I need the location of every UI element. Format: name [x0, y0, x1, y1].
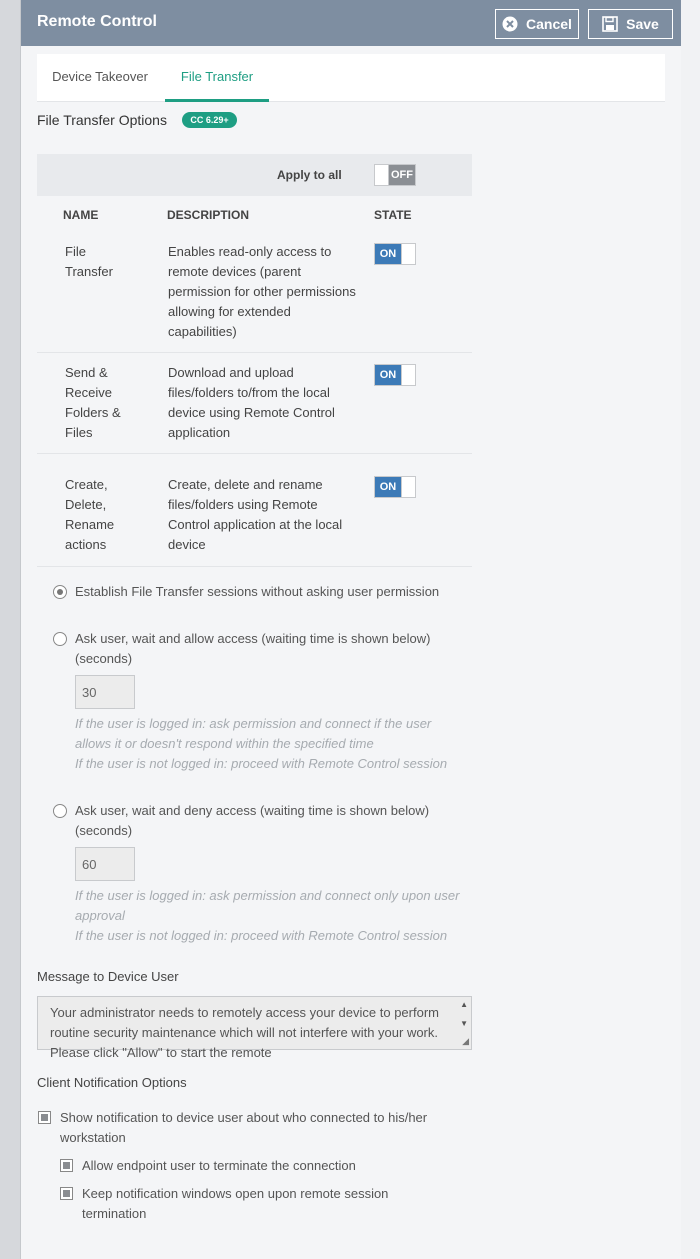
radio-button[interactable]: [53, 632, 67, 646]
tab-file-transfer[interactable]: File Transfer: [165, 54, 269, 102]
toggle-state-label: ON: [375, 365, 401, 385]
toggle-knob: [401, 365, 415, 385]
save-button[interactable]: [588, 9, 673, 39]
checkbox[interactable]: [60, 1187, 73, 1200]
table-header-row: [37, 196, 472, 232]
toggle-knob: [401, 477, 415, 497]
radio-label: Ask user, wait and deny access (waiting time is shown below) (seconds): [75, 803, 430, 838]
cancel-button-label: Cancel: [526, 16, 572, 32]
column-header-state: STATE: [374, 208, 412, 222]
floppy-disk-icon: [602, 16, 618, 32]
keep-open-option[interactable]: [60, 1184, 470, 1224]
deny-wait-seconds-input[interactable]: [75, 847, 135, 881]
background-strip-right: [681, 0, 700, 1259]
panel-title: Remote Control: [37, 13, 157, 30]
radio-button[interactable]: [53, 804, 67, 818]
checkbox-label: Keep notification windows open upon remote session termination: [82, 1186, 389, 1221]
deny-hint-not-logged-in: If the user is not logged in: proceed with Remote Control session: [75, 928, 448, 943]
panel-header: [21, 0, 681, 46]
send-receive-toggle[interactable]: [374, 364, 416, 386]
apply-to-all-toggle[interactable]: [374, 164, 416, 186]
save-button-label: Save: [626, 16, 659, 32]
remote-control-panel: [21, 0, 681, 1259]
create-delete-rename-toggle[interactable]: [374, 476, 416, 498]
version-badge: CC 6.29+: [182, 112, 237, 128]
close-circle-icon: [502, 16, 518, 32]
section-title: File Transfer Options: [37, 112, 167, 128]
permission-name: Create, Delete, Rename actions: [65, 477, 115, 552]
permission-description: Download and upload files/folders to/from the local device using Remote Control application: [168, 365, 335, 440]
cancel-button[interactable]: [495, 9, 579, 39]
toggle-state-label: ON: [375, 477, 401, 497]
allow-hint-logged-in: If the user is logged in: ask permission and connect if the user allows it or doesn't respond within the specified time: [75, 716, 432, 751]
radio-label: Ask user, wait and allow access (waiting time is shown below) (seconds): [75, 631, 431, 666]
message-label: Message to Device User: [37, 969, 179, 984]
column-header-description: DESCRIPTION: [167, 208, 250, 222]
tab-bar: [37, 54, 665, 102]
deny-hint-logged-in: If the user is logged in: ask permission and connect only upon user approval: [75, 888, 460, 923]
radio-button[interactable]: [53, 585, 67, 599]
toggle-knob: [375, 165, 389, 185]
scroll-up-arrow-icon[interactable]: ▲: [460, 1000, 468, 1009]
toggle-knob: [401, 244, 415, 264]
permission-description: Enables read-only access to remote devices (parent permission for other permissions allowing for extended capabilities): [168, 244, 356, 339]
message-textarea[interactable]: [37, 996, 472, 1060]
background-strip-left: [0, 0, 21, 1259]
checkbox[interactable]: [38, 1111, 51, 1124]
column-header-name: NAME: [63, 208, 99, 222]
checkbox-label: Show notification to device user about who connected to his/her workstation: [60, 1110, 428, 1145]
checkbox[interactable]: [60, 1159, 73, 1172]
permission-name: File Transfer: [65, 244, 113, 279]
message-text: Your administrator needs to remotely access your device to perform routine security maintenance which will not interfere with your work. Please click "Allow" to start the remote: [50, 1005, 439, 1060]
table-row: [37, 232, 472, 353]
checkbox-label: Allow endpoint user to terminate the connection: [82, 1158, 356, 1173]
allow-hint-not-logged-in: If the user is not logged in: proceed with Remote Control session: [75, 756, 448, 771]
apply-to-all-row: [37, 154, 472, 196]
toggle-state-label: ON: [375, 244, 401, 264]
permission-description: Create, delete and rename files/folders using Remote Control application at the local device: [168, 477, 343, 552]
file-transfer-toggle[interactable]: [374, 243, 416, 265]
session-option-ask-deny[interactable]: [53, 801, 473, 841]
resize-grip-icon[interactable]: ◢: [462, 1036, 469, 1046]
scroll-down-arrow-icon[interactable]: ▼: [460, 1019, 468, 1028]
session-option-ask-allow[interactable]: [53, 629, 473, 669]
notification-options-title: Client Notification Options: [37, 1075, 187, 1090]
allow-terminate-option[interactable]: [60, 1156, 470, 1176]
show-notification-option[interactable]: [38, 1108, 468, 1148]
table-row: [37, 353, 472, 454]
apply-to-all-label: Apply to all: [277, 168, 342, 182]
permission-name: Send & Receive Folders & Files: [65, 365, 121, 440]
tab-device-takeover[interactable]: Device Takeover: [52, 69, 148, 84]
session-option-no-permission[interactable]: [53, 582, 473, 622]
allow-wait-seconds-input[interactable]: [75, 675, 135, 709]
radio-label: Establish File Transfer sessions without asking user permission: [75, 584, 440, 599]
table-row: [37, 465, 472, 567]
toggle-state-label: OFF: [389, 165, 415, 185]
